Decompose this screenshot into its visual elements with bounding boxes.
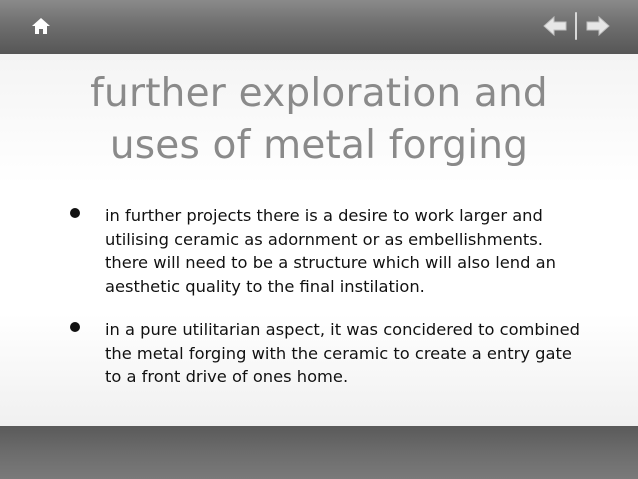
slide-content bbox=[0, 54, 638, 426]
home-icon[interactable] bbox=[30, 15, 52, 37]
bullet-dot bbox=[70, 208, 80, 218]
bullet-list bbox=[70, 204, 580, 409]
bullet-text: in a pure utilitarian aspect, it was concidered to combined the metal forging with the ceramic to create a entry gate to a front drive of ones home. bbox=[105, 320, 580, 386]
bullet-dot bbox=[70, 322, 80, 332]
slide-title-line-2: uses of metal forging bbox=[109, 123, 529, 168]
slide-title bbox=[60, 68, 578, 172]
slide-title-line-1: further exploration and bbox=[90, 71, 548, 116]
top-toolbar bbox=[0, 0, 638, 54]
arrow-left-icon[interactable] bbox=[542, 14, 570, 38]
bullet-item bbox=[70, 204, 580, 298]
bullet-text: in further projects there is a desire to work larger and utilising ceramic as adornment or as embellishments. there will need to be a structure which will also lend an aesthetic quality to the final instilation. bbox=[105, 206, 556, 296]
nav-divider bbox=[575, 12, 577, 40]
bottom-bar bbox=[0, 426, 638, 479]
arrow-right-icon[interactable] bbox=[583, 14, 611, 38]
bullet-item bbox=[70, 318, 580, 389]
